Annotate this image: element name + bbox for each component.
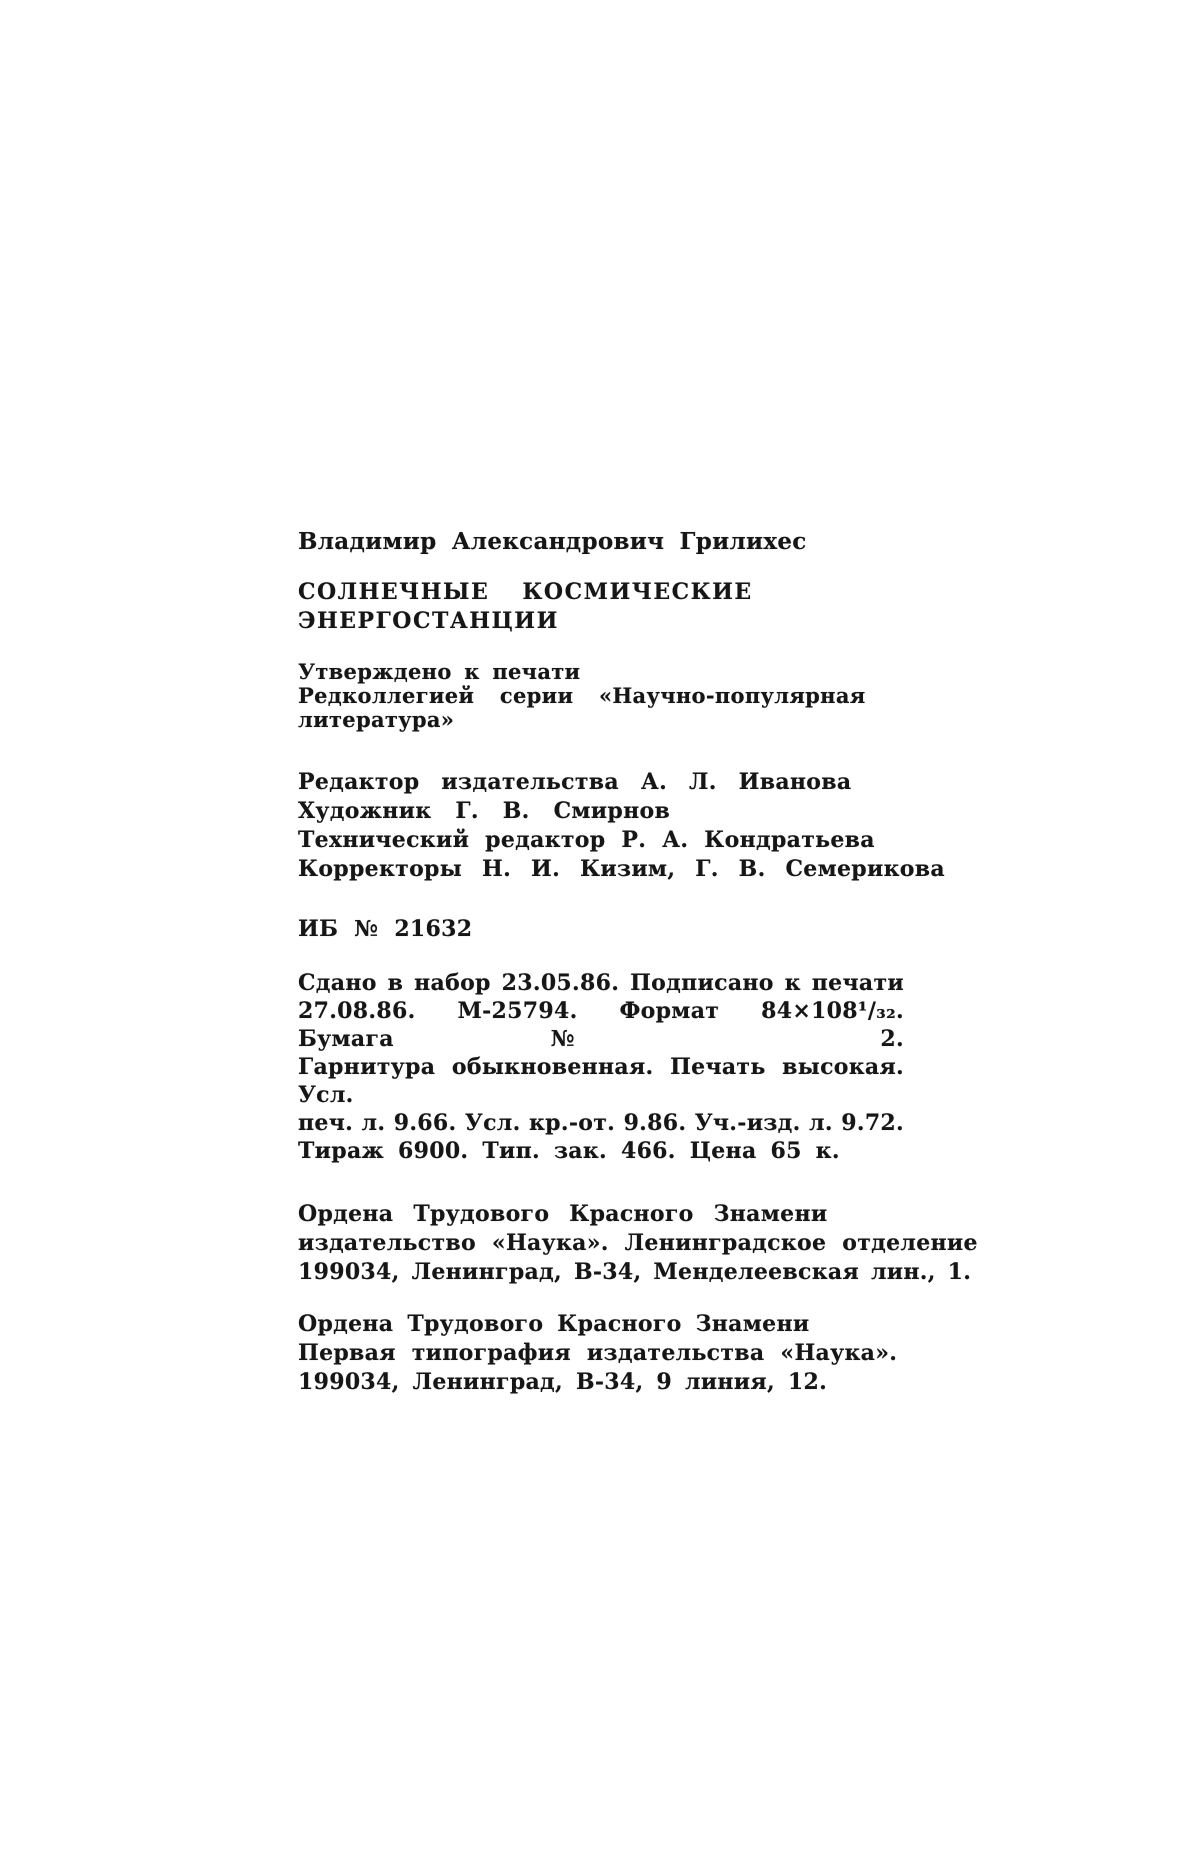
- publisher-line-2: издательство «Наука». Ленинградское отделение: [298, 1230, 978, 1256]
- approval-line-3: литература»: [298, 707, 455, 732]
- printer-block: [298, 1310, 904, 1397]
- approval-block: [298, 660, 904, 732]
- artist-line: Художник Г. В. Смирнов: [298, 798, 671, 824]
- approval-line-2: Редколлегией серии «Научно-популярная: [298, 683, 866, 708]
- ib-number: ИБ № 21632: [298, 916, 473, 942]
- approval-line-1: Утверждено к печати: [298, 659, 581, 684]
- editor-line: Редактор издательства А. Л. Иванова: [298, 769, 852, 795]
- editorial-staff-block: [298, 768, 945, 884]
- printer-address-line: 199034, Ленинград, В-34, 9 линия, 12.: [298, 1369, 828, 1395]
- imprint-content: [298, 527, 978, 1397]
- printer-line-1: Ордена Трудового Красного Знамени: [298, 1311, 810, 1337]
- imprint-line-5: Тираж 6900. Тип. зак. 466. Цена 65 к.: [298, 1138, 840, 1164]
- publisher-block: [298, 1200, 978, 1287]
- book-title-line-2: ЭНЕРГОСТАНЦИИ: [298, 608, 559, 634]
- imprint-line-2: 27.08.86. М-25794. Формат 84×108¹/₃₂. Бумага № 2.: [298, 998, 904, 1052]
- imprint-line-4: печ. л. 9.66. Усл. кр.-от. 9.86. Уч.-изд. л. 9.72.: [298, 1110, 904, 1136]
- author-name: Владимир Александрович Грилихес: [298, 528, 807, 555]
- imprint-line-3: Гарнитура обыкновенная. Печать высокая. Усл.: [298, 1054, 904, 1108]
- book-title: [298, 578, 904, 636]
- printer-line-2: Первая типография издательства «Наука».: [298, 1340, 898, 1366]
- imprint-line-1: Сдано в набор 23.05.86. Подписано к печати: [298, 970, 904, 996]
- publisher-address-line: 199034, Ленинград, В-34, Менделеевская лин., 1.: [298, 1259, 972, 1285]
- correctors-line: Корректоры Н. И. Кизим, Г. В. Семерикова: [298, 856, 945, 882]
- printing-specs-block: [298, 969, 904, 1165]
- publisher-line-1: Ордена Трудового Красного Знамени: [298, 1201, 828, 1227]
- technical-editor-line: Технический редактор Р. А. Кондратьева: [298, 827, 875, 853]
- book-title-line-1: СОЛНЕЧНЫЕ КОСМИЧЕСКИЕ: [298, 579, 753, 605]
